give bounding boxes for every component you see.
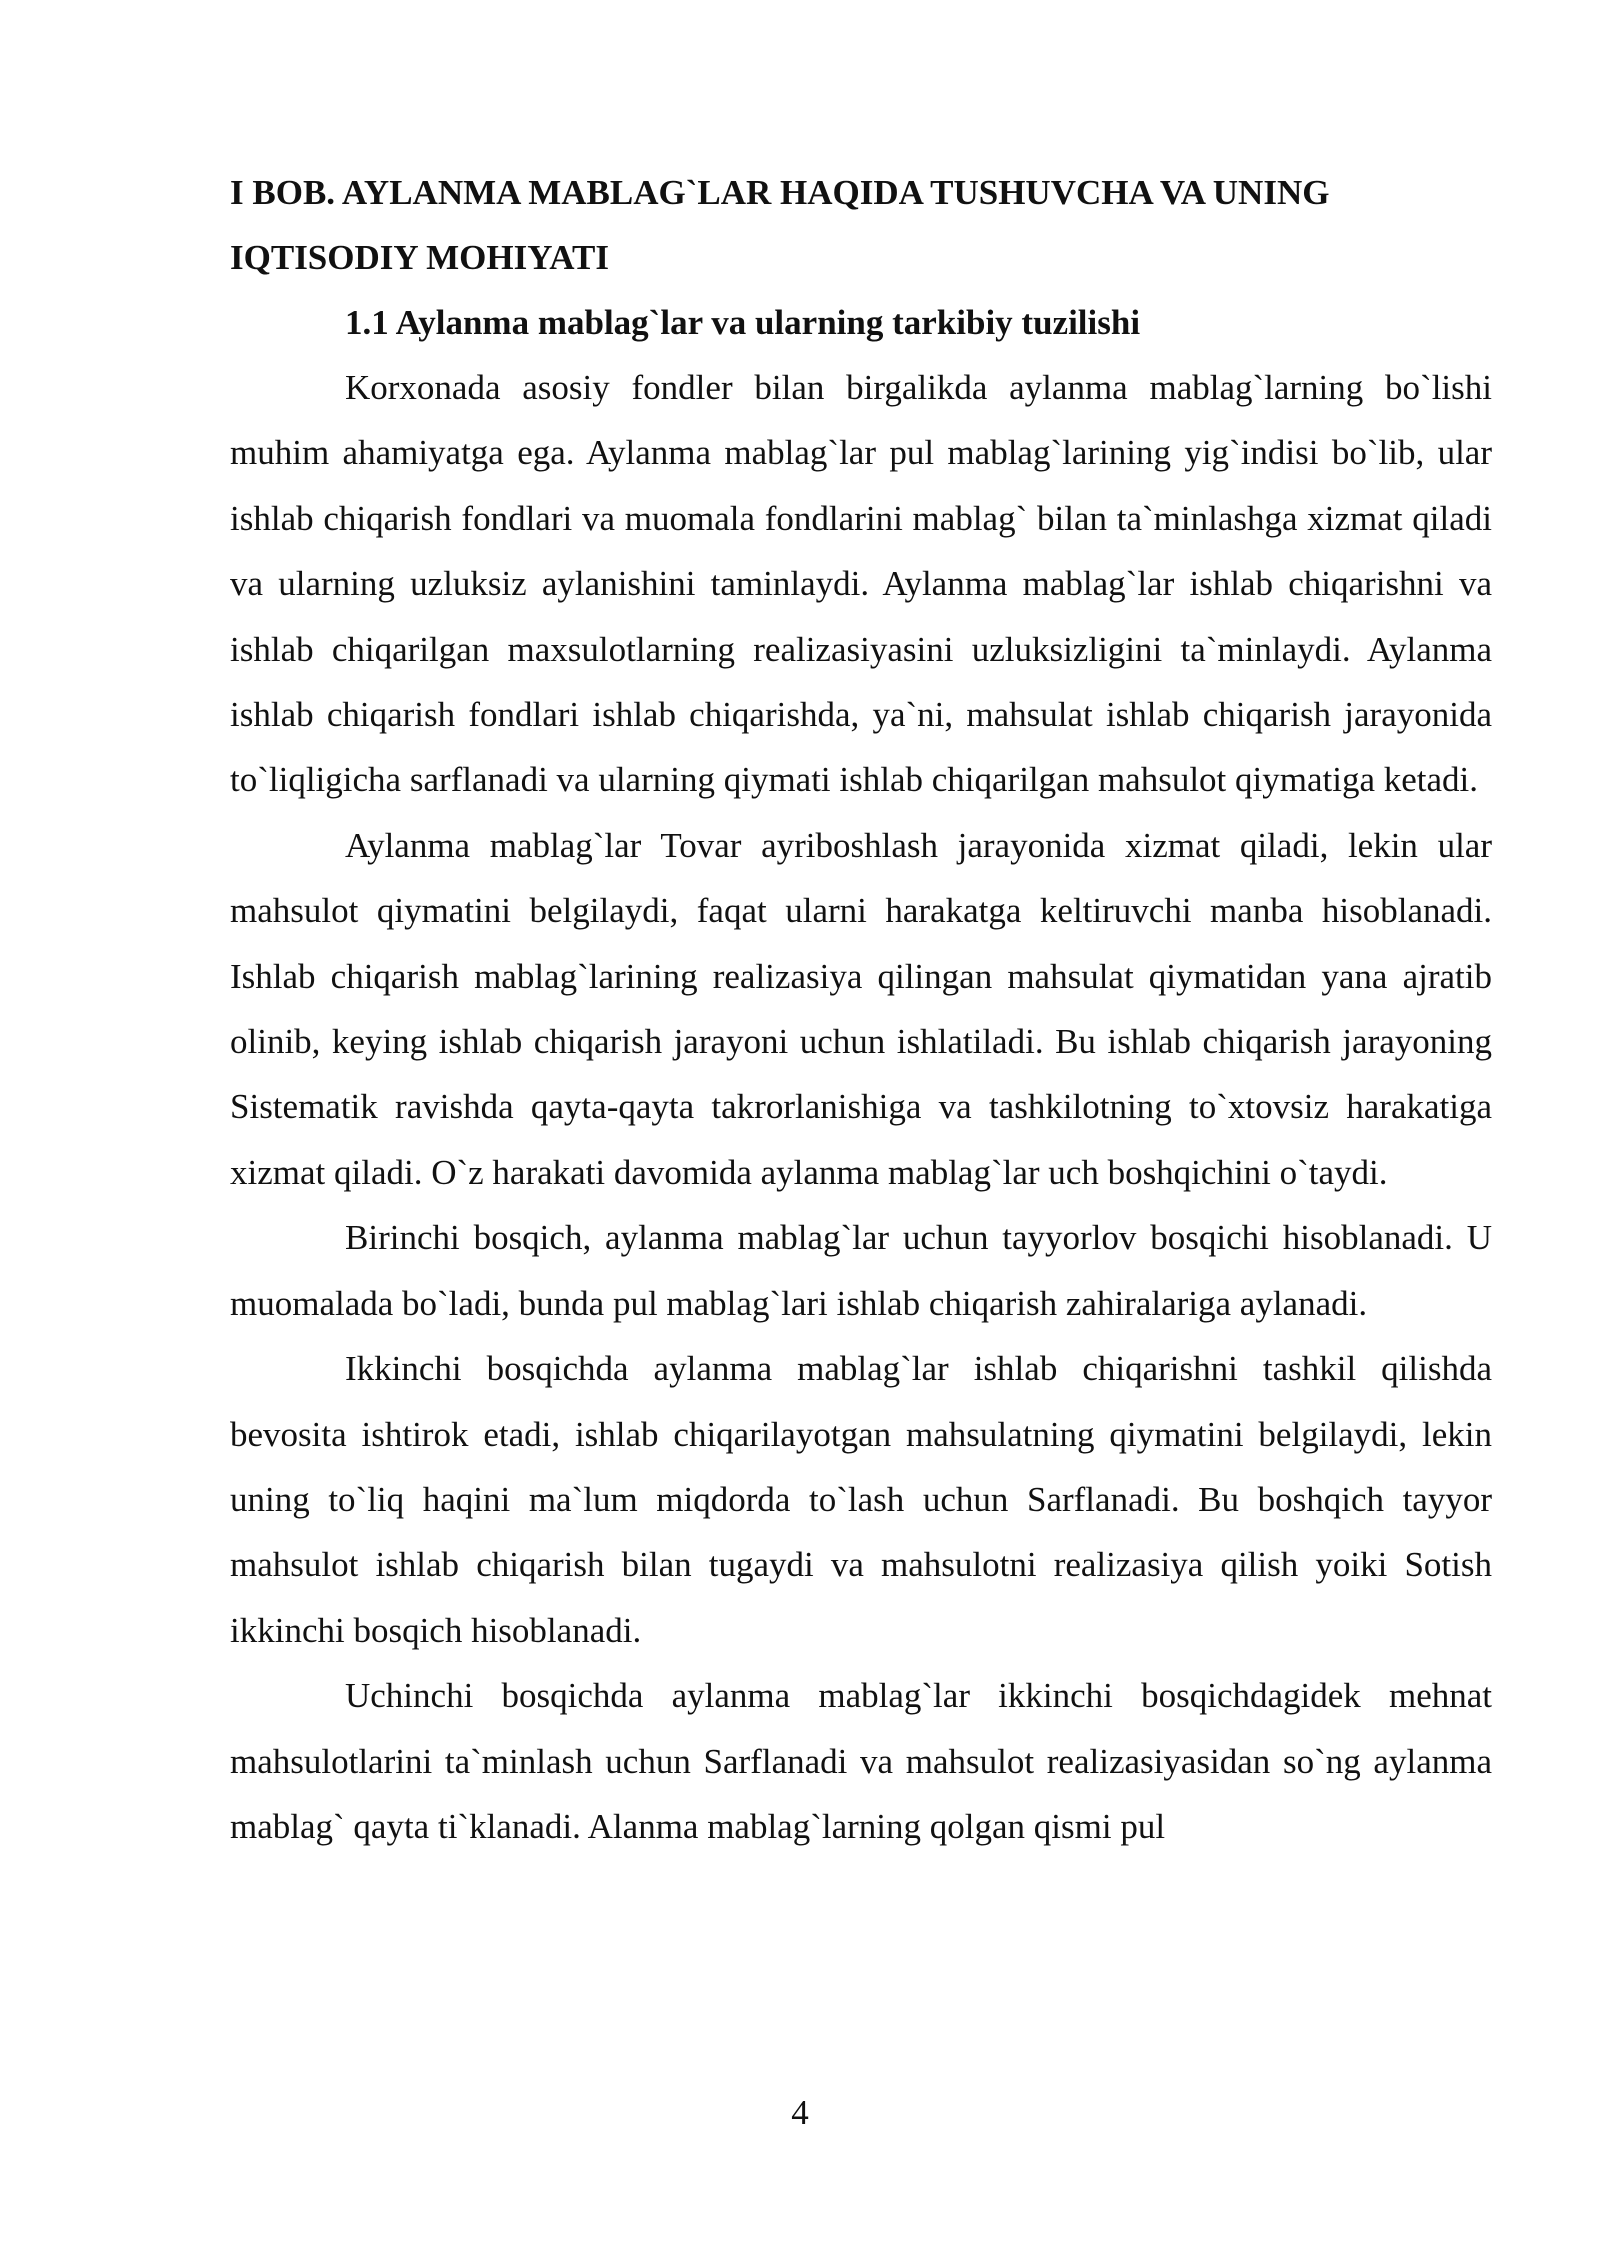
- page-content: [230, 160, 1492, 1859]
- paragraph-5: Uchinchi bosqichda aylanma mablag`lar ikkinchi bosqichdagidek mehnat mahsulotlarini ta`minlash uchun Sarflanadi va mahsulot realizasiyasidan so`ng aylanma mablag` qayta ti`klanadi. Alanma mablag`larning qolgan qismi pul: [230, 1676, 1492, 1846]
- paragraph-1: Korxonada asosiy fondler bilan birgalikda aylanma mablag`larning bo`lishi muhim ahamiyatga ega. Aylanma mablag`lar pul mablag`larining yig`indisi bo`lib, ular ishlab chiqarish fondlari va muomala fondlarini mablag` bilan ta`minlashga xizmat qiladi va ularning uzluksiz aylanishini taminlaydi. Aylanma mablag`lar ishlab chiqarishni va ishlab chiqarilgan maxsulotlarning realizasiyasini uzluksizligini ta`minlaydi. Aylanma ishlab chiqarish fondlari ishlab chiqarishda, ya`ni, mahsulat ishlab chiqarish jarayonida to`liqligicha sarflanadi va ularning qiymati ishlab chiqarilgan mahsulot qiymatiga ketadi.: [230, 368, 1492, 800]
- paragraph-2: Aylanma mablag`lar Tovar ayriboshlash jarayonida xizmat qiladi, lekin ular mahsulot qiymatini belgilaydi, faqat ularni harakatga keltiruvchi manba hisoblanadi. Ishlab chiqarish mablag`larining realizasiya qilingan mahsulat qiymatidan yana ajratib olinib, keying ishlab chiqarish jarayoni uchun ishlatiladi. Bu ishlab chiqarish jarayoning Sistematik ravishda qayta-qayta takrorlanishiga va tashkilotning to`xtovsiz harakatiga xizmat qiladi. O`z harakati davomida aylanma mablag`lar uch boshqichini o`taydi.: [230, 825, 1492, 1192]
- paragraph-3: Birinchi bosqich, aylanma mablag`lar uchun tayyorlov bosqichi hisoblanadi. U muomalada bo`ladi, bunda pul mablag`lari ishlab chiqarish zahiralariga aylanadi.: [230, 1218, 1492, 1323]
- chapter-title: I BOB. AYLANMA MABLAG`LAR HAQIDA TUSHUVCHA VA UNING IQTISODIY MOHIYATI: [230, 173, 1330, 277]
- paragraph-4: Ikkinchi bosqichda aylanma mablag`lar ishlab chiqarishni tashkil qilishda bevosita ishtirok etadi, ishlab chiqarilayotgan mahsulatning qiymatini belgilaydi, lekin uning to`liq haqini ma`lum miqdorda to`lash uchun Sarflanadi. Bu boshqich tayyor mahsulot ishlab chiqarish bilan tugaydi va mahsulotni realizasiya qilish yoiki Sotish ikkinchi bosqich hisoblanadi.: [230, 1349, 1492, 1650]
- page-number: 4: [791, 2093, 809, 2132]
- section-title: 1.1 Aylanma mablag`lar va ularning tarkibiy tuzilishi: [345, 303, 1141, 342]
